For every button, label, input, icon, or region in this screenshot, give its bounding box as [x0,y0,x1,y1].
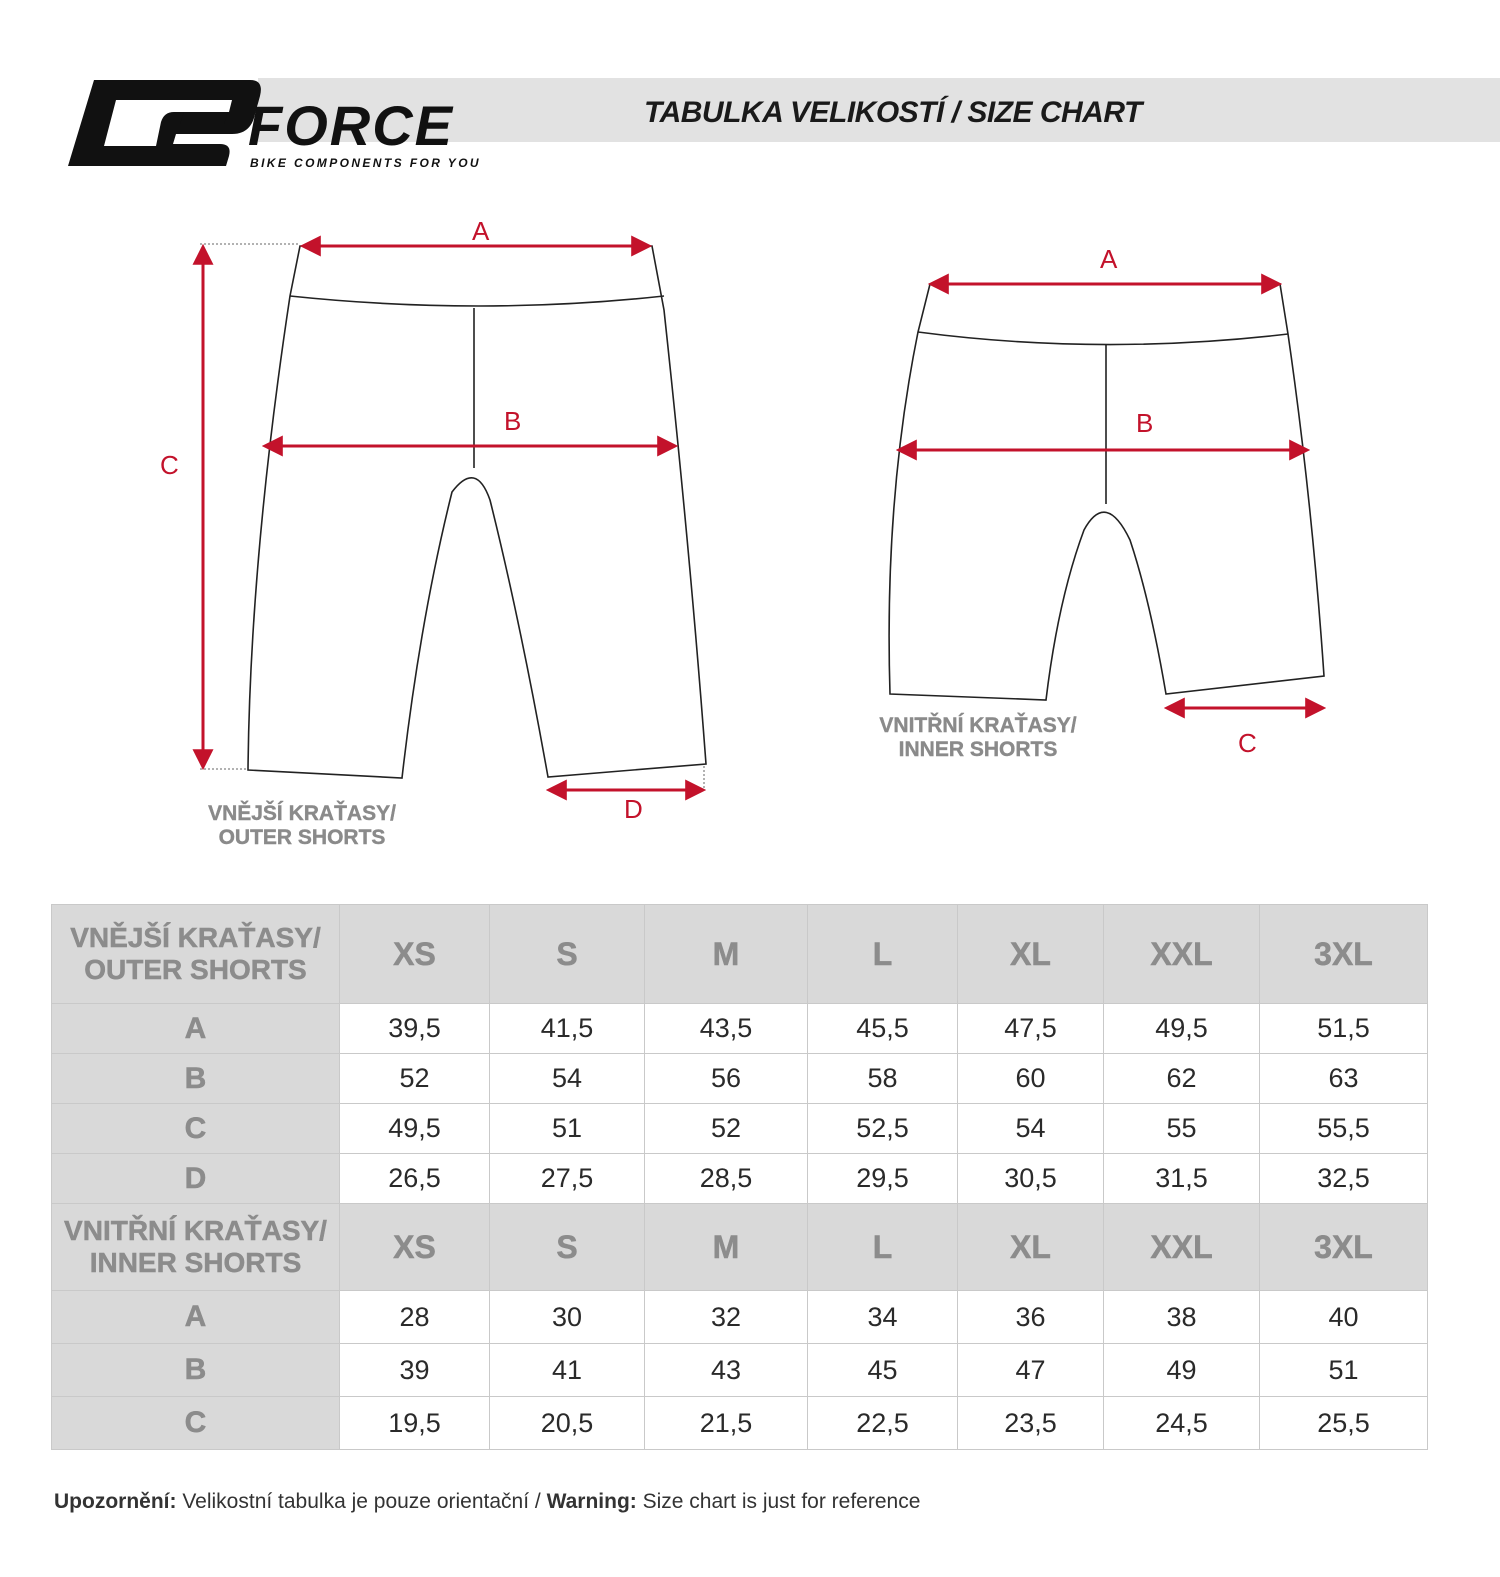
outer-table-cell: 41,5 [490,1004,645,1054]
outer-table-cell: 55,5 [1260,1104,1428,1154]
outer-label-c: C [160,450,179,480]
inner-row-label: C [52,1397,340,1450]
inner-label-a: A [1100,244,1118,274]
outer-table-cell: 27,5 [490,1154,645,1204]
outer-table-cell: 49,5 [340,1104,490,1154]
inner-table-cell: 40 [1260,1291,1428,1344]
outer-table-cell: 54 [958,1104,1104,1154]
outer-table-row [52,1004,1428,1054]
inner-size-header: XXL [1104,1204,1260,1291]
outer-table-row [52,1104,1428,1154]
outer-table-cell: 47,5 [958,1004,1104,1054]
warning-cz-text: Velikostní tabulka je pouze orientační / [176,1490,547,1513]
outer-table-cell: 51,5 [1260,1004,1428,1054]
inner-table-cell: 41 [490,1344,645,1397]
warning-en-label: Warning: [546,1490,637,1513]
inner-shorts-drawing [889,284,1324,700]
inner-table-cell: 38 [1104,1291,1260,1344]
inner-table-cell: 32 [645,1291,808,1344]
outer-row-label: A [52,1004,340,1054]
outer-table-cell: 31,5 [1104,1154,1260,1204]
outer-table-cell: 43,5 [645,1004,808,1054]
outer-row-label: B [52,1054,340,1104]
outer-table-cell: 56 [645,1054,808,1104]
outer-table-cell: 39,5 [340,1004,490,1054]
inner-table-cell: 36 [958,1291,1104,1344]
outer-row-label: C [52,1104,340,1154]
inner-caption-line2: INNER SHORTS [898,738,1058,761]
inner-caption-line1: VNITŘNÍ KRAŤASY/ [879,714,1077,737]
brand-tagline: BIKE COMPONENTS FOR YOU [250,156,481,170]
outer-title-line1: VNĚJŠÍ KRAŤASY/ [70,922,321,953]
outer-shorts-drawing [248,246,706,778]
inner-size-header: XS [340,1204,490,1291]
inner-size-header: S [490,1204,645,1291]
outer-table-cell: 52,5 [808,1104,958,1154]
inner-table-row [52,1397,1428,1450]
outer-size-header: XXL [1104,905,1260,1004]
inner-table-cell: 45 [808,1344,958,1397]
outer-header-row [52,905,1428,1004]
outer-table-cell: 55 [1104,1104,1260,1154]
outer-table-cell: 26,5 [340,1154,490,1204]
outer-caption-line2: OUTER SHORTS [218,826,386,849]
outer-size-header: XS [340,905,490,1004]
outer-title-line2: OUTER SHORTS [84,954,307,985]
page-title: TABULKA VELIKOSTÍ / SIZE CHART [644,96,1142,129]
outer-guides [200,244,704,790]
inner-table-cell: 25,5 [1260,1397,1428,1450]
inner-section-title [52,1204,340,1291]
inner-table-cell: 19,5 [340,1397,490,1450]
outer-size-header: XL [958,905,1104,1004]
inner-size-header: M [645,1204,808,1291]
outer-label-d: D [624,794,643,824]
outer-table-cell: 30,5 [958,1154,1104,1204]
inner-size-header: 3XL [1260,1204,1428,1291]
inner-table-cell: 21,5 [645,1397,808,1450]
inner-size-header: XL [958,1204,1104,1291]
outer-size-header: L [808,905,958,1004]
warning-cz-label: Upozornění: [54,1490,177,1513]
outer-table-row [52,1054,1428,1104]
inner-table-cell: 24,5 [1104,1397,1260,1450]
inner-table-cell: 49 [1104,1344,1260,1397]
outer-size-header: 3XL [1260,905,1428,1004]
inner-table-cell: 39 [340,1344,490,1397]
outer-table-cell: 60 [958,1054,1104,1104]
inner-table-cell: 51 [1260,1344,1428,1397]
outer-table-cell: 52 [645,1104,808,1154]
outer-caption-line1: VNĚJŠÍ KRAŤASY/ [208,802,396,825]
outer-table-cell: 52 [340,1054,490,1104]
shorts-diagrams [0,200,1500,880]
outer-table-cell: 63 [1260,1054,1428,1104]
outer-table-cell: 45,5 [808,1004,958,1054]
inner-table-cell: 23,5 [958,1397,1104,1450]
outer-size-header: S [490,905,645,1004]
outer-row-label: D [52,1154,340,1204]
outer-table-cell: 54 [490,1054,645,1104]
outer-table-cell: 32,5 [1260,1154,1428,1204]
outer-table-cell: 49,5 [1104,1004,1260,1054]
warning-en-text: Size chart is just for reference [636,1490,921,1513]
outer-label-a: A [472,216,490,246]
inner-table-cell: 47 [958,1344,1104,1397]
outer-shorts-caption [182,802,422,850]
inner-table-cell: 30 [490,1291,645,1344]
inner-table-row [52,1344,1428,1397]
outer-table-cell: 58 [808,1054,958,1104]
outer-size-header: M [645,905,808,1004]
outer-table-cell: 62 [1104,1054,1260,1104]
brand-name: FORCE [248,94,454,157]
warning-note [54,1490,920,1514]
outer-section-title [52,905,340,1004]
outer-table-cell: 29,5 [808,1154,958,1204]
size-chart-table [51,904,1428,1450]
inner-shorts-caption [858,714,1098,762]
inner-title-line2: INNER SHORTS [89,1247,302,1278]
inner-label-b: B [1136,408,1154,438]
outer-table-cell: 51 [490,1104,645,1154]
inner-table-cell: 22,5 [808,1397,958,1450]
inner-table-cell: 34 [808,1291,958,1344]
inner-row-label: B [52,1344,340,1397]
outer-table-cell: 28,5 [645,1154,808,1204]
inner-table-cell: 28 [340,1291,490,1344]
inner-table-cell: 20,5 [490,1397,645,1450]
outer-label-b: B [504,406,522,436]
inner-table-cell: 43 [645,1344,808,1397]
inner-size-header: L [808,1204,958,1291]
inner-table-row [52,1291,1428,1344]
inner-label-c: C [1238,728,1257,758]
inner-header-row [52,1204,1428,1291]
inner-row-label: A [52,1291,340,1344]
outer-table-row [52,1154,1428,1204]
inner-title-line1: VNITŘNÍ KRAŤASY/ [64,1215,327,1246]
